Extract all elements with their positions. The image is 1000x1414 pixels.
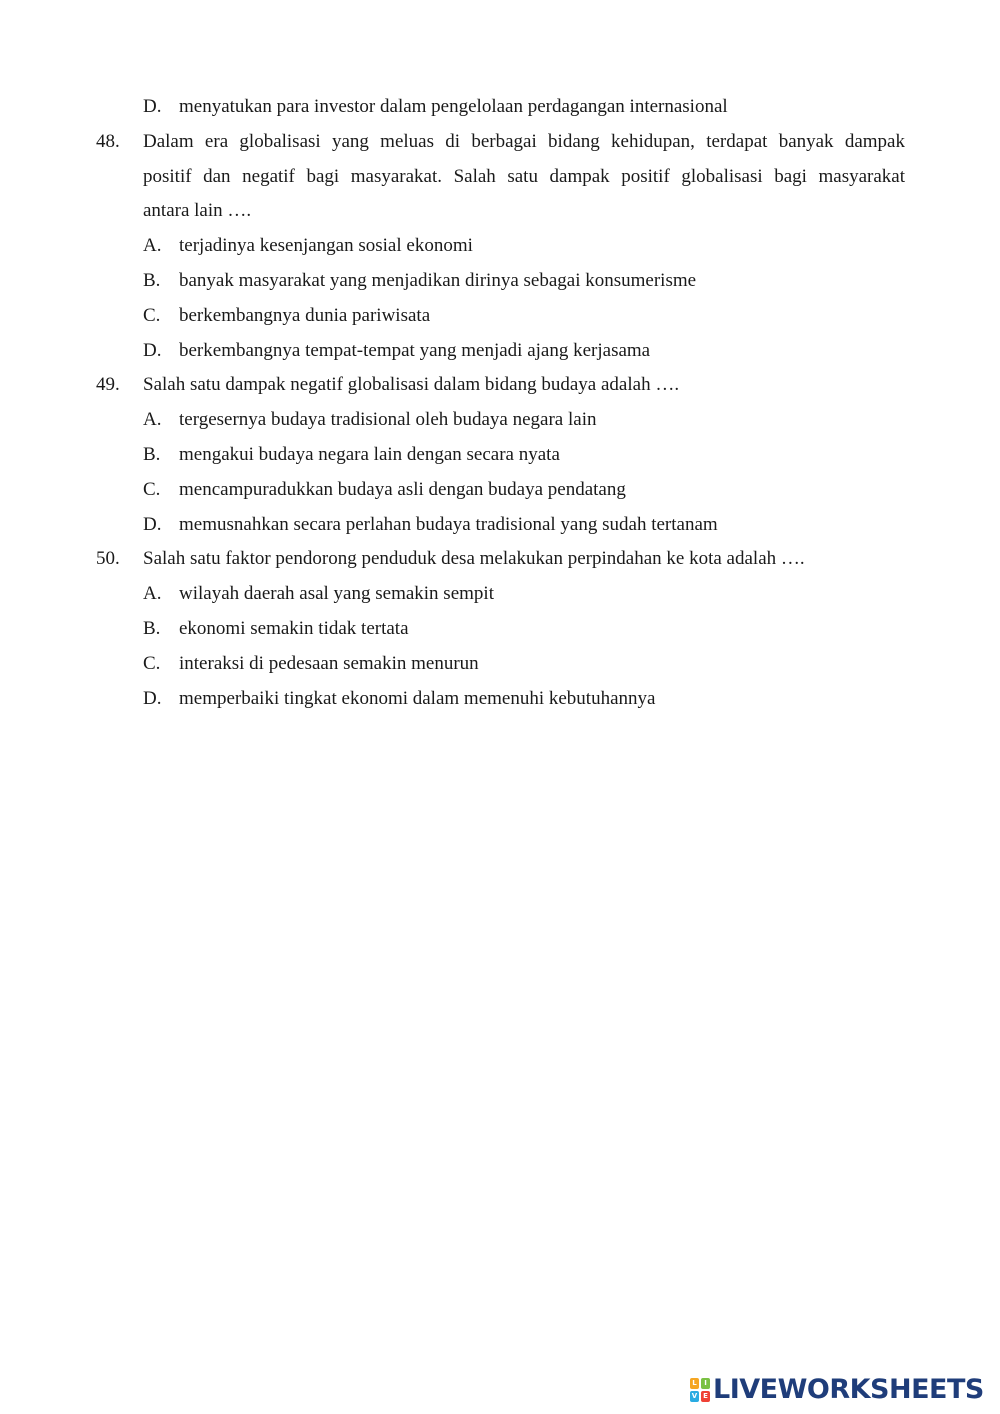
question-50-option-c-letter: C. xyxy=(143,653,161,674)
liveworksheets-logo[interactable] xyxy=(690,1374,984,1406)
question-50-number: 50. xyxy=(96,548,120,569)
question-50-option-a-letter: A. xyxy=(143,583,162,604)
question-49-option-d-text: memusnahkan secara perlahan budaya tradisional yang sudah tertanam xyxy=(179,514,718,535)
logo-mark-v: V xyxy=(691,1392,698,1400)
question-48-option-b-text: banyak masyarakat yang menjadikan dirinya sebagai konsumerisme xyxy=(179,270,697,291)
prev-option-d-letter: D. xyxy=(143,96,162,117)
logo-mark-l: L xyxy=(690,1378,699,1389)
question-50-option-a-text: wilayah daerah asal yang semakin sempit xyxy=(179,583,494,604)
question-49-option-a-letter: A. xyxy=(143,409,162,430)
question-48-line-3: antara lain …. xyxy=(143,200,252,221)
question-49-option-c-letter: C. xyxy=(143,479,161,500)
question-48-option-b-letter: B. xyxy=(143,270,161,291)
question-49-option-c-text: mencampuradukkan budaya asli dengan budaya pendatang xyxy=(179,479,626,500)
prev-option-d-text: menyatukan para investor dalam pengelolaan perdagangan internasional xyxy=(179,96,728,117)
question-48-line-2: positif dan negatif bagi masyarakat. Salah satu dampak positif globalisasi bagi masyarakat xyxy=(143,166,905,187)
logo-mark-i: I xyxy=(701,1378,710,1389)
question-48-option-d-text: berkembangnya tempat-tempat yang menjadi ajang kerjasama xyxy=(179,340,651,361)
question-50-option-d-text: memperbaiki tingkat ekonomi dalam memenuhi kebutuhannya xyxy=(179,688,656,709)
question-49-option-b-text: mengakui budaya negara lain dengan secara nyata xyxy=(179,444,560,465)
question-48-option-a-text: terjadinya kesenjangan sosial ekonomi xyxy=(179,235,473,256)
question-48-number: 48. xyxy=(96,131,120,152)
question-48-option-d-letter: D. xyxy=(143,340,162,361)
question-49-option-a-text: tergesernya budaya tradisional oleh budaya negara lain xyxy=(179,409,597,430)
question-49-line-1: Salah satu dampak negatif globalisasi dalam bidang budaya adalah …. xyxy=(143,374,680,395)
question-48-option-c-text: berkembangnya dunia pariwisata xyxy=(179,305,431,326)
question-50-line-1: Salah satu faktor pendorong penduduk desa melakukan perpindahan ke kota adalah …. xyxy=(143,548,805,569)
question-50-option-d-letter: D. xyxy=(143,688,162,709)
question-49-option-d-letter: D. xyxy=(143,514,162,535)
liveworksheets-logo-icon xyxy=(690,1378,710,1402)
question-49-number: 49. xyxy=(96,374,120,395)
question-48-option-a-letter: A. xyxy=(143,235,162,256)
question-49-option-b-letter: B. xyxy=(143,444,161,465)
logo-mark-e: E xyxy=(701,1391,710,1402)
liveworksheets-logo-text: LIVEWORKSHEETS xyxy=(713,1374,984,1405)
question-50-option-b-text: ekonomi semakin tidak tertata xyxy=(179,618,409,639)
question-48-option-c-letter: C. xyxy=(143,305,161,326)
question-48-line-1: Dalam era globalisasi yang meluas di berbagai bidang kehidupan, terdapat banyak dampak xyxy=(143,131,905,152)
question-50-option-c-text: interaksi di pedesaan semakin menurun xyxy=(179,653,479,674)
question-50-option-b-letter: B. xyxy=(143,618,161,639)
